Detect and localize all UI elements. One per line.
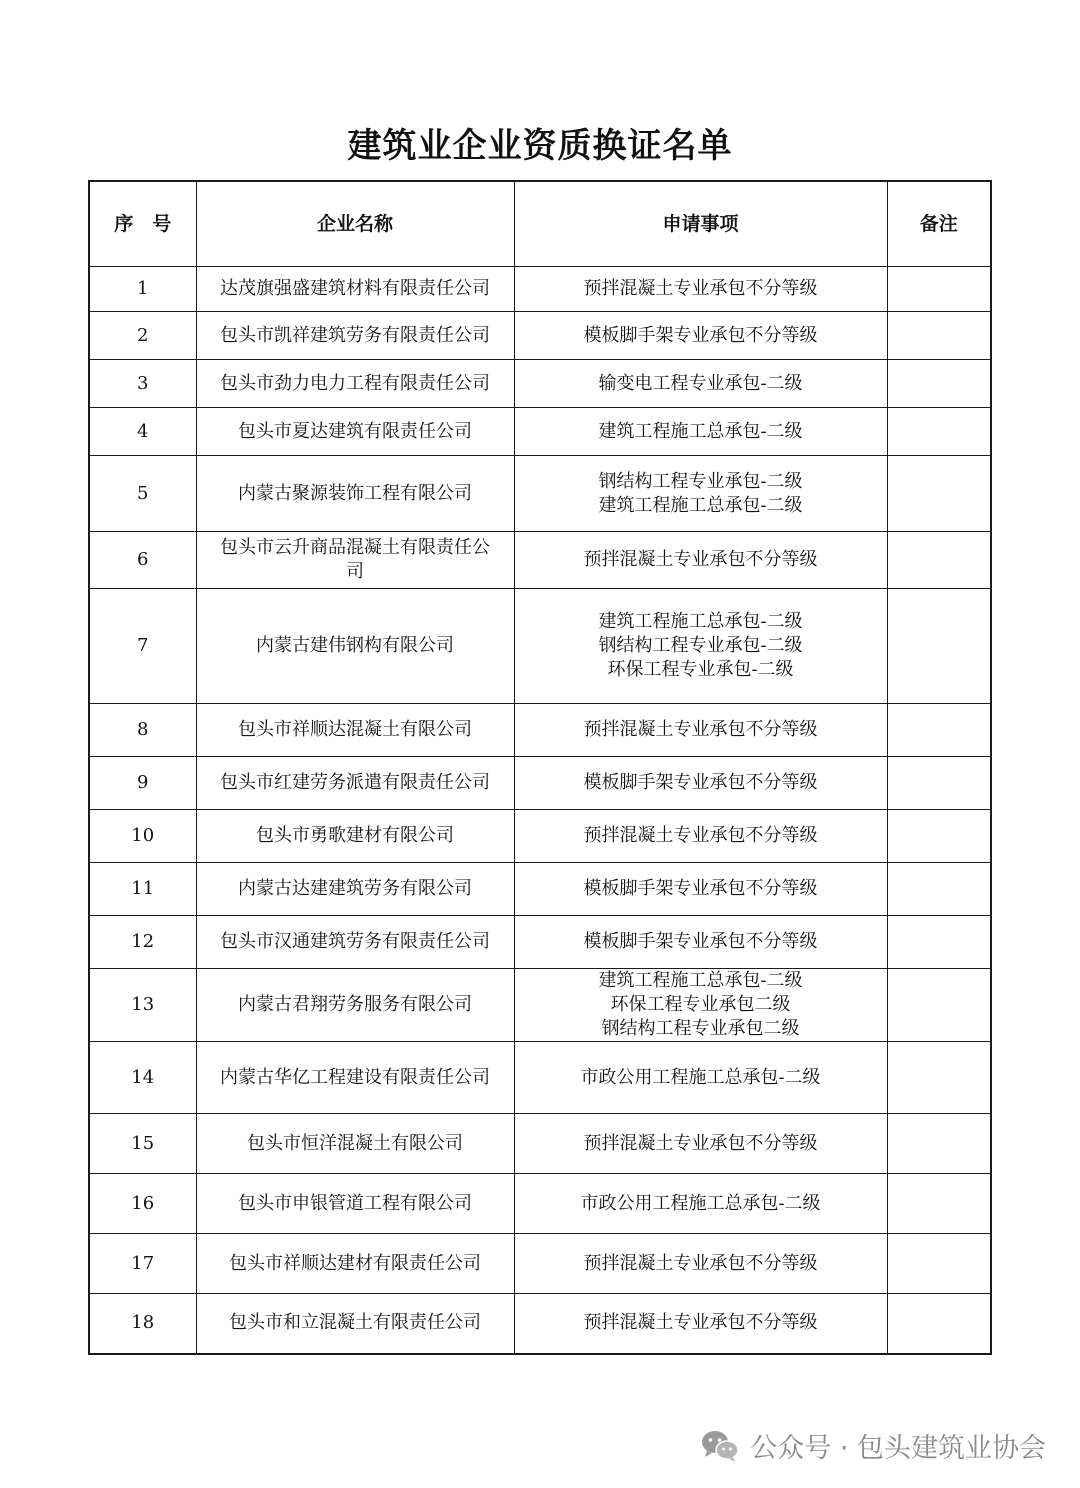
application-item-line: 建筑工程施工总承包-二级 bbox=[598, 494, 803, 516]
cell-note bbox=[887, 1174, 991, 1234]
table-row bbox=[89, 360, 991, 408]
application-item-line: 建筑工程施工总承包-二级 bbox=[598, 970, 803, 991]
table-row bbox=[89, 757, 991, 810]
application-item-line: 市政公用工程施工总承包-二级 bbox=[580, 1066, 821, 1088]
cell-no: 15 bbox=[89, 1114, 196, 1174]
cell-application-item bbox=[514, 1042, 887, 1114]
table-row bbox=[89, 589, 991, 704]
cell-no: 8 bbox=[89, 704, 196, 757]
cell-note bbox=[887, 704, 991, 757]
table-row bbox=[89, 916, 991, 969]
company-name-line: 包头市汉通建筑劳务有限责任公司 bbox=[220, 931, 490, 952]
cell-note bbox=[887, 532, 991, 589]
cell-no: 7 bbox=[89, 589, 196, 704]
cell-application-item bbox=[514, 1114, 887, 1174]
cell-company-name bbox=[196, 1042, 514, 1114]
cell-no: 3 bbox=[89, 360, 196, 408]
cell-company-name bbox=[196, 863, 514, 916]
cell-note bbox=[887, 360, 991, 408]
cell-note bbox=[887, 312, 991, 360]
cell-no: 4 bbox=[89, 408, 196, 456]
cell-no: 14 bbox=[89, 1042, 196, 1114]
cell-note bbox=[887, 589, 991, 704]
application-item-line: 预拌混凝土专业承包不分等级 bbox=[583, 549, 818, 570]
cell-note bbox=[887, 916, 991, 969]
cell-no: 2 bbox=[89, 312, 196, 360]
application-item-line: 输变电工程专业承包-二级 bbox=[598, 372, 803, 394]
header-no: 序 号 bbox=[89, 181, 196, 267]
application-item-line: 钢结构工程专业承包二级 bbox=[601, 1018, 800, 1039]
application-item-line: 预拌混凝土专业承包不分等级 bbox=[583, 1132, 818, 1154]
table-row bbox=[89, 1294, 991, 1354]
cell-no: 12 bbox=[89, 916, 196, 969]
application-item-line: 钢结构工程专业承包-二级 bbox=[598, 635, 803, 656]
cell-note bbox=[887, 1114, 991, 1174]
cell-application-item bbox=[514, 757, 887, 810]
table-row bbox=[89, 969, 991, 1042]
company-name-line: 包头市祥顺达建材有限责任公司 bbox=[229, 1252, 481, 1274]
cell-company-name bbox=[196, 969, 514, 1042]
application-item-line: 建筑工程施工总承包-二级 bbox=[598, 420, 803, 442]
cell-no: 13 bbox=[89, 969, 196, 1042]
table-row bbox=[89, 1234, 991, 1294]
cell-note bbox=[887, 1234, 991, 1294]
table-row bbox=[89, 1114, 991, 1174]
application-item-line: 模板脚手架专业承包不分等级 bbox=[583, 931, 818, 952]
cell-company-name bbox=[196, 312, 514, 360]
table-row bbox=[89, 863, 991, 916]
company-name-line: 包头市和立混凝土有限责任公司 bbox=[229, 1312, 481, 1334]
application-item-line: 模板脚手架专业承包不分等级 bbox=[583, 878, 818, 899]
cell-no: 5 bbox=[89, 456, 196, 532]
application-item-line: 环保工程专业承包-二级 bbox=[607, 659, 794, 680]
application-item-line: 钢结构工程专业承包-二级 bbox=[598, 470, 803, 492]
cell-note bbox=[887, 863, 991, 916]
cell-company-name bbox=[196, 810, 514, 863]
company-name-line: 达茂旗强盛建筑材料有限责任公司 bbox=[220, 278, 490, 299]
company-name-line: 包头市申银管道工程有限公司 bbox=[238, 1192, 472, 1214]
application-item-line: 模板脚手架专业承包不分等级 bbox=[583, 772, 818, 793]
application-item-line: 预拌混凝土专业承包不分等级 bbox=[583, 1312, 818, 1334]
application-item-line: 预拌混凝土专业承包不分等级 bbox=[583, 1252, 818, 1274]
cell-company-name bbox=[196, 1294, 514, 1354]
cell-application-item bbox=[514, 1174, 887, 1234]
cell-note bbox=[887, 1042, 991, 1114]
cell-no: 1 bbox=[89, 267, 196, 312]
watermark bbox=[700, 1426, 1046, 1465]
cell-no: 11 bbox=[89, 863, 196, 916]
cell-company-name bbox=[196, 1114, 514, 1174]
table-row bbox=[89, 408, 991, 456]
table-row bbox=[89, 532, 991, 589]
cell-company-name bbox=[196, 704, 514, 757]
cell-application-item bbox=[514, 1294, 887, 1354]
cell-application-item bbox=[514, 704, 887, 757]
cell-company-name bbox=[196, 757, 514, 810]
cell-company-name bbox=[196, 456, 514, 532]
cell-note bbox=[887, 1294, 991, 1354]
cell-company-name bbox=[196, 589, 514, 704]
company-name-line: 内蒙古建伟钢构有限公司 bbox=[256, 635, 454, 656]
cell-application-item bbox=[514, 360, 887, 408]
page-title: 建筑业企业资质换证名单 bbox=[347, 126, 733, 166]
application-item-line: 预拌混凝土专业承包不分等级 bbox=[583, 719, 818, 740]
cell-no: 10 bbox=[89, 810, 196, 863]
table-row bbox=[89, 1042, 991, 1114]
table-body bbox=[89, 267, 991, 1354]
header-company-name: 企业名称 bbox=[196, 181, 514, 267]
cell-note bbox=[887, 969, 991, 1042]
cell-no: 18 bbox=[89, 1294, 196, 1354]
cell-note bbox=[887, 757, 991, 810]
cell-application-item bbox=[514, 969, 887, 1042]
application-item-line: 建筑工程施工总承包-二级 bbox=[598, 611, 803, 632]
company-name-line: 包头市夏达建筑有限责任公司 bbox=[238, 420, 472, 442]
cell-no: 17 bbox=[89, 1234, 196, 1294]
cell-note bbox=[887, 267, 991, 312]
header-note: 备注 bbox=[887, 181, 991, 267]
company-name-line: 包头市恒洋混凝土有限公司 bbox=[247, 1132, 463, 1154]
cell-no: 16 bbox=[89, 1174, 196, 1234]
cell-application-item bbox=[514, 1234, 887, 1294]
table-row bbox=[89, 312, 991, 360]
company-name-line: 司 bbox=[346, 561, 364, 582]
application-item-line: 预拌混凝土专业承包不分等级 bbox=[583, 825, 818, 846]
company-name-line: 内蒙古聚源装饰工程有限公司 bbox=[238, 482, 472, 504]
application-item-line: 市政公用工程施工总承包-二级 bbox=[580, 1192, 821, 1214]
cell-application-item bbox=[514, 589, 887, 704]
cell-company-name bbox=[196, 532, 514, 589]
qualification-table bbox=[88, 180, 992, 1355]
cell-application-item bbox=[514, 810, 887, 863]
cell-company-name bbox=[196, 1234, 514, 1294]
cell-application-item bbox=[514, 916, 887, 969]
cell-company-name bbox=[196, 916, 514, 969]
cell-application-item bbox=[514, 863, 887, 916]
cell-application-item bbox=[514, 456, 887, 532]
cell-application-item bbox=[514, 312, 887, 360]
cell-no: 9 bbox=[89, 757, 196, 810]
cell-application-item bbox=[514, 408, 887, 456]
header-application-item: 申请事项 bbox=[514, 181, 887, 267]
table-row bbox=[89, 810, 991, 863]
application-item-line: 环保工程专业承包二级 bbox=[610, 994, 791, 1015]
cell-company-name bbox=[196, 360, 514, 408]
company-name-line: 包头市劲力电力工程有限责任公司 bbox=[220, 372, 490, 394]
table-row bbox=[89, 1174, 991, 1234]
cell-application-item bbox=[514, 267, 887, 312]
company-name-line: 内蒙古达建建筑劳务有限公司 bbox=[238, 878, 472, 899]
wechat-icon bbox=[700, 1428, 740, 1464]
table-row bbox=[89, 704, 991, 757]
table-row bbox=[89, 456, 991, 532]
table-header-row bbox=[89, 181, 991, 267]
cell-company-name bbox=[196, 408, 514, 456]
cell-note bbox=[887, 456, 991, 532]
company-name-line: 包头市祥顺达混凝土有限公司 bbox=[238, 719, 472, 740]
application-item-line: 预拌混凝土专业承包不分等级 bbox=[583, 278, 818, 299]
cell-no: 6 bbox=[89, 532, 196, 589]
cell-company-name bbox=[196, 1174, 514, 1234]
application-item-line: 模板脚手架专业承包不分等级 bbox=[583, 324, 818, 346]
company-name-line: 内蒙古华亿工程建设有限责任公司 bbox=[220, 1066, 490, 1088]
cell-note bbox=[887, 810, 991, 863]
company-name-line: 包头市勇歌建材有限公司 bbox=[256, 825, 454, 846]
cell-application-item bbox=[514, 532, 887, 589]
company-name-line: 包头市凯祥建筑劳务有限责任公司 bbox=[220, 324, 490, 346]
company-name-line: 包头市云升商品混凝土有限责任公 bbox=[220, 537, 490, 558]
watermark-text: 公众号 · 包头建筑业协会 bbox=[750, 1433, 1046, 1464]
cell-company-name bbox=[196, 267, 514, 312]
table-row bbox=[89, 267, 991, 312]
company-name-line: 包头市红建劳务派遣有限责任公司 bbox=[220, 772, 490, 793]
cell-note bbox=[887, 408, 991, 456]
company-name-line: 内蒙古君翔劳务服务有限公司 bbox=[238, 994, 472, 1015]
